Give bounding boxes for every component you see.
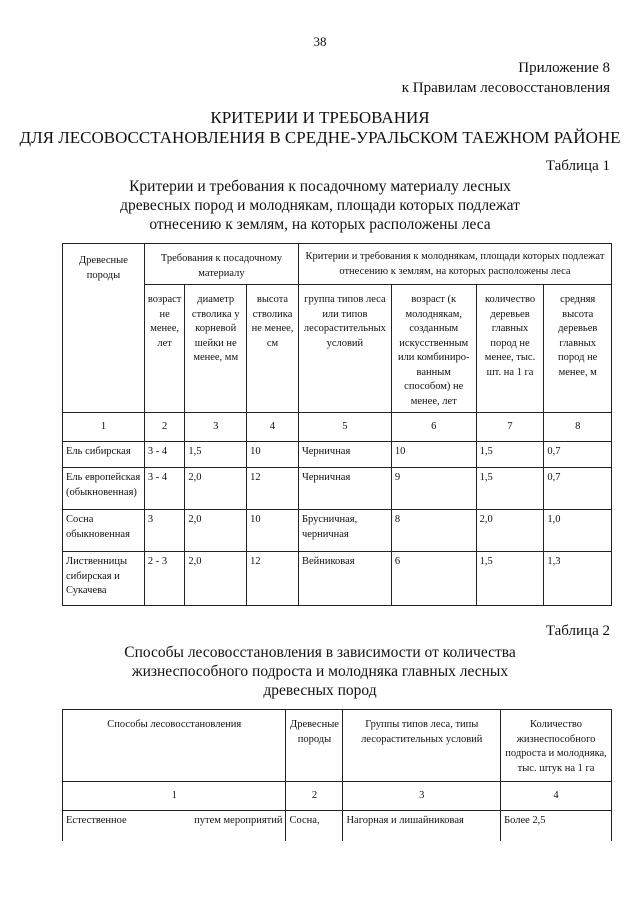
column-number: 2 xyxy=(286,782,343,811)
column-number: 1 xyxy=(63,782,286,811)
forest-type-cell: Вейниковая xyxy=(298,552,391,606)
header-age: возраст не менее, лет xyxy=(144,285,184,413)
table-row xyxy=(63,468,612,510)
header-species: Древесные породы xyxy=(63,244,145,413)
table2-caption-line-2: жизнеспособного подроста и молодняка главных лесных xyxy=(131,663,509,680)
method-detail-cell: путем мероприятий xyxy=(182,811,286,841)
column-number: 6 xyxy=(391,413,476,442)
column-number: 3 xyxy=(343,782,501,811)
tree-count-cell: 1,5 xyxy=(476,552,544,606)
forest-type-cell: Нагорная и лишайниковая xyxy=(343,811,501,841)
species-cell: Сосна, xyxy=(286,811,343,841)
header-quantity: Количество жизнеспособного подроста и молодняка, тыс. штук на 1 га xyxy=(501,710,612,782)
young-age-cell: 6 xyxy=(391,552,476,606)
column-number: 2 xyxy=(144,413,184,442)
tree-count-cell: 2,0 xyxy=(476,510,544,552)
header-height: высота стволика не менее, см xyxy=(247,285,299,413)
height-cell: 12 xyxy=(247,468,299,510)
species-cell: Ель европейская (обыкновенная) xyxy=(63,468,145,510)
header-diameter: диаметр стволика у корневой шейки не менее, мм xyxy=(185,285,247,413)
header-methods: Способы лесовосстановления xyxy=(63,710,286,782)
species-cell: Ель сибирская xyxy=(63,442,145,468)
height-cell: 10 xyxy=(247,510,299,552)
column-number: 1 xyxy=(63,413,145,442)
header-tree-count: количество деревьев главных пород не менее, тыс. шт. на 1 га xyxy=(476,285,544,413)
average-height-cell: 0,7 xyxy=(544,442,612,468)
table2-label: Таблица 2 xyxy=(545,623,610,639)
column-number: 4 xyxy=(501,782,612,811)
header-species: Древесные породы xyxy=(286,710,343,782)
age-cell: 3 - 4 xyxy=(144,442,184,468)
table-row xyxy=(63,510,612,552)
species-cell: Лиственницы сибирская и Сукачева xyxy=(63,552,145,606)
young-age-cell: 8 xyxy=(391,510,476,552)
column-number: 8 xyxy=(544,413,612,442)
diameter-cell: 2,0 xyxy=(185,552,247,606)
header-young-stands: Критерии и требования к молоднякам, площади которых подлежат отнесению к землям, на которых расположены леса xyxy=(298,244,611,285)
young-age-cell: 10 xyxy=(391,442,476,468)
table1 xyxy=(62,243,612,606)
age-cell: 2 - 3 xyxy=(144,552,184,606)
page-number: 38 xyxy=(313,34,327,49)
quantity-cell: Более 2,5 xyxy=(501,811,612,841)
diameter-cell: 1,5 xyxy=(185,442,247,468)
column-number: 5 xyxy=(298,413,391,442)
height-cell: 10 xyxy=(247,442,299,468)
table2-caption-line-1: Способы лесовосстановления в зависимости от количества xyxy=(124,644,516,661)
table1-caption-line-1: Критерии и требования к посадочному материалу лесных xyxy=(129,178,511,195)
forest-type-cell: Черничная xyxy=(298,442,391,468)
appendix-label xyxy=(402,58,610,98)
average-height-cell: 1,0 xyxy=(544,510,612,552)
column-number: 7 xyxy=(476,413,544,442)
table2-caption-line-3: древесных пород xyxy=(263,682,377,699)
age-cell: 3 - 4 xyxy=(144,468,184,510)
table2 xyxy=(62,709,612,841)
appendix-line-2: к Правилам лесовосстановления xyxy=(401,80,610,96)
height-cell: 12 xyxy=(247,552,299,606)
header-planting-material: Требования к посадочному материалу xyxy=(144,244,298,285)
diameter-cell: 2,0 xyxy=(185,468,247,510)
title-line-1: КРИТЕРИИ И ТРЕБОВАНИЯ xyxy=(210,108,430,127)
tree-count-cell: 1,5 xyxy=(476,468,544,510)
method-cell: Естественное xyxy=(63,811,183,841)
species-cell: Сосна обыкновенная xyxy=(63,510,145,552)
table1-caption xyxy=(0,177,640,234)
average-height-cell: 1,3 xyxy=(544,552,612,606)
table1-caption-line-3: отнесению к землям, на которых расположены леса xyxy=(149,216,491,233)
header-young-age: возраст (к молоднякам, созданным искусственным или комбиниро-ванным способом) не менее, лет xyxy=(391,285,476,413)
header-average-height: средняя высота деревьев главных пород не менее, м xyxy=(544,285,612,413)
diameter-cell: 2,0 xyxy=(185,510,247,552)
column-number: 3 xyxy=(185,413,247,442)
table-row xyxy=(63,552,612,606)
appendix-line-1: Приложение 8 xyxy=(518,60,610,76)
column-number: 4 xyxy=(247,413,299,442)
forest-type-cell: Черничная xyxy=(298,468,391,510)
table1-label: Таблица 1 xyxy=(545,158,610,174)
forest-type-cell: Брусничная, черничная xyxy=(298,510,391,552)
young-age-cell: 9 xyxy=(391,468,476,510)
document-title xyxy=(0,108,640,148)
table-row xyxy=(63,442,612,468)
table1-caption-line-2: древесных пород и молоднякам, площади которых подлежат xyxy=(120,197,520,214)
tree-count-cell: 1,5 xyxy=(476,442,544,468)
title-line-2: ДЛЯ ЛЕСОВОССТАНОВЛЕНИЯ В СРЕДНЕ-УРАЛЬСКОМ ТАЕЖНОМ РАЙОНЕ xyxy=(19,128,621,147)
header-forest-types: Группы типов леса, типы лесорастительных условий xyxy=(343,710,501,782)
age-cell: 3 xyxy=(144,510,184,552)
table-row xyxy=(63,811,612,841)
header-forest-type: группа типов леса или типов лесорастительных условий xyxy=(298,285,391,413)
average-height-cell: 0,7 xyxy=(544,468,612,510)
table2-caption xyxy=(0,643,640,700)
